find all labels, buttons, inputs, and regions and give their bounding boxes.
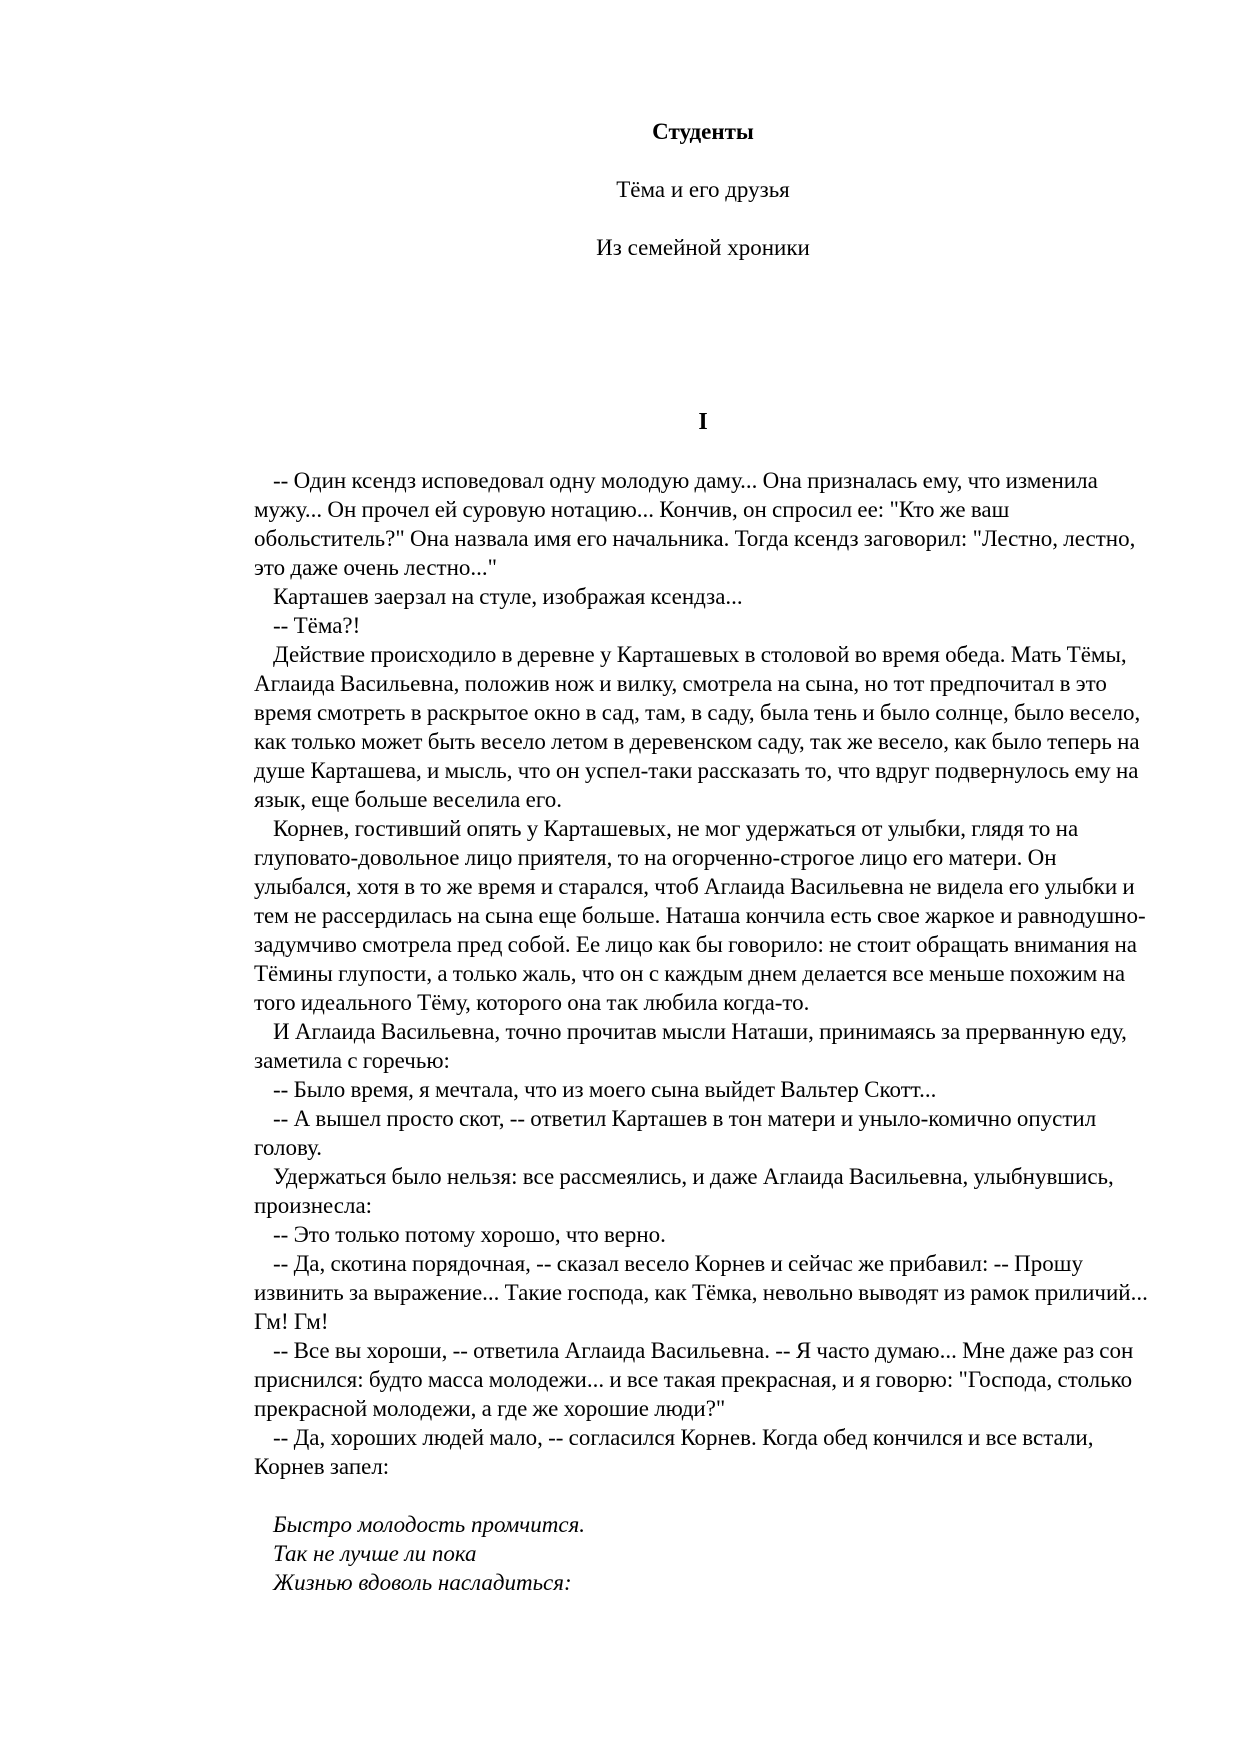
paragraph: Удержаться было нельзя: все рассмеялись, и даже Аглаида Васильевна, улыбнувшись, произнесла: — [254, 1164, 1114, 1218]
chapter-number: I — [698, 409, 708, 435]
poem-line: Быстро молодость промчится. — [273, 1512, 586, 1537]
paragraph: И Аглаида Васильевна, точно прочитав мысли Наташи, принимаясь за прерванную еду, заметила с горечью: — [254, 1019, 1127, 1073]
paragraph: Действие происходило в деревне у Карташевых в столовой во время обеда. Мать Тёмы, Аглаида Васильевна, положив нож и вилку, смотрела на сына, но тот предпочитал в это время смотреть в раскрытое окно в сад, там, в саду, была тень и было солнце, было весело, как только может быть весело летом в деревенском саду, так же весело, как было теперь на душе Карташева, и мысль, что он успел-таки рассказать то, что вдруг подвернулось ему на язык, еще больше веселила его. — [254, 642, 1141, 812]
body-text — [254, 466, 1159, 1597]
paragraph: -- Это только потому хорошо, что верно. — [273, 1222, 666, 1247]
poem-line: Жизнью вдоволь насладиться: — [273, 1570, 572, 1595]
series-title: Из семейной хроники — [596, 235, 810, 260]
paragraph: -- Все вы хороши, -- ответила Аглаида Васильевна. -- Я часто думаю... Мне даже раз сон приснился: будто масса молодежи... и все такая прекрасная, и я говорю: "Господа, столько прекрасной молодежи, а где же хорошие люди?" — [254, 1338, 1134, 1421]
paragraph: -- Да, хороших людей мало, -- согласился Корнев. Когда обед кончился и все встали, Корнев запел: — [254, 1425, 1094, 1479]
book-subtitle: Тёма и его друзья — [616, 177, 790, 202]
book-title: Студенты — [652, 119, 754, 144]
paragraph: -- А вышел просто скот, -- ответил Карташев в тон матери и уныло-комично опустил голову. — [254, 1106, 1097, 1160]
paragraph: -- Да, скотина порядочная, -- сказал весело Корнев и сейчас же прибавил: -- Прошу извинить за выражение... Такие господа, как Тёмка, невольно выводят из рамок приличий... Гм! Гм! — [254, 1251, 1148, 1334]
poem-line: Так не лучше ли пока — [273, 1541, 477, 1566]
paragraph: -- Тёма?! — [273, 613, 361, 638]
paragraph: Корнев, гостивший опять у Карташевых, не мог удержаться от улыбки, глядя то на глуповато-довольное лицо приятеля, то на огорченно-строгое лицо его матери. Он улыбался, хотя в то же время и старался, чтоб Аглаида Васильевна не видела его улыбки и тем не рассердилась на сына еще больше. Наташа кончила есть свое жаркое и равнодушно-задумчиво смотрела пред собой. Ее лицо как бы говорило: не стоит обращать внимания на Тёмины глупости, а только жаль, что он с каждым днем делается все меньше похожим на того идеального Тёму, которого она так любила когда-то. — [254, 816, 1146, 1015]
poem-verse — [254, 1510, 1159, 1597]
paragraph: Карташев заерзал на стуле, изображая ксендза... — [273, 584, 743, 609]
paragraph: -- Один ксендз исповедовал одну молодую даму... Она призналась ему, что изменила мужу... Он прочел ей суровую нотацию... Кончив, он спросил ее: "Кто же ваш обольститель?" Она назвала имя его начальника. Тогда ксендз заговорил: "Лестно, лестно, это даже очень лестно..." — [254, 468, 1136, 580]
paragraph: -- Было время, я мечтала, что из моего сына выйдет Вальтер Скотт... — [273, 1077, 937, 1102]
